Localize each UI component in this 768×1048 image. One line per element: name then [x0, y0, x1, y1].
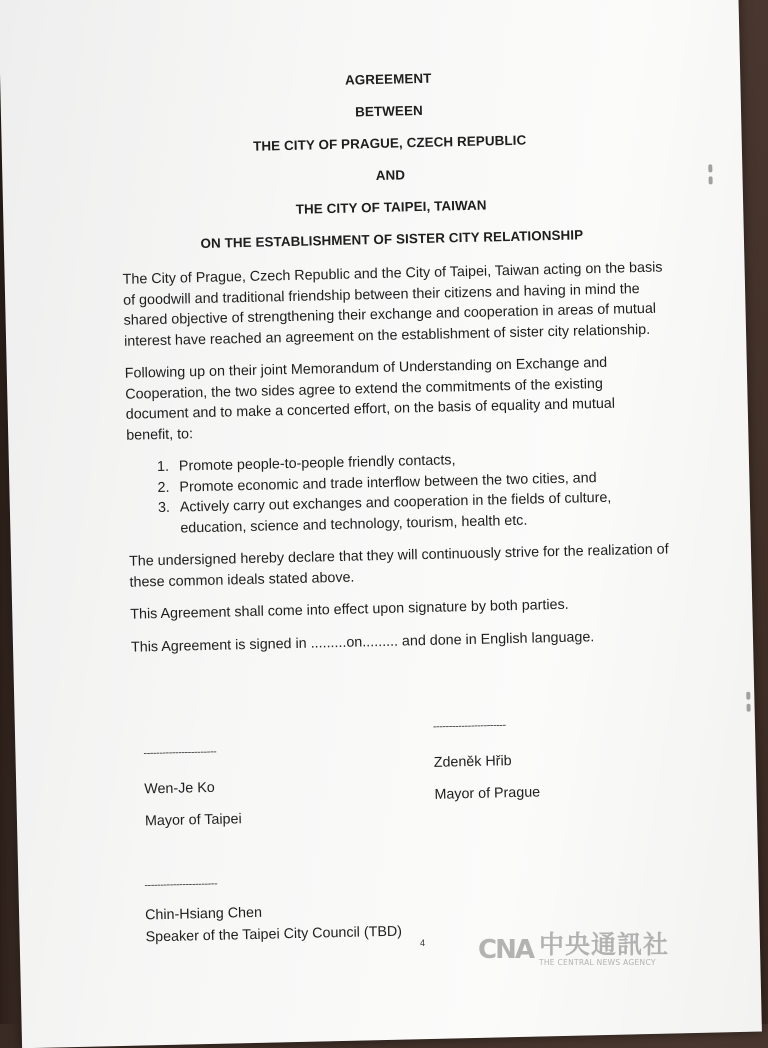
- cna-watermark: [478, 932, 669, 967]
- paragraph-declaration: The undersigned hereby declare that they will continuously strive for the realization of these common ideals stated above.: [128, 541, 669, 591]
- punch-holes-top: [708, 160, 717, 188]
- heading-agreement: AGREEMENT: [344, 70, 432, 88]
- signatory-name: Chin-Hsiang Chen: [144, 904, 263, 924]
- signature-line: -----------------------: [144, 877, 218, 892]
- heading-taipei: THE CITY OF TAIPEI, TAIWAN: [295, 197, 487, 217]
- signatory-name: Zdeněk Hřib: [433, 753, 512, 771]
- heading-prague: THE CITY OF PRAGUE, CZECH REPUBLIC: [252, 132, 527, 154]
- commitment-list: [127, 445, 669, 539]
- signatory-title: Speaker of the Taipei City Council (TBD): [145, 923, 403, 946]
- signatory-title: Mayor of Taipei: [144, 811, 242, 830]
- signatory-name: Wen-Je Ko: [144, 779, 215, 798]
- signature-line: -----------------------: [143, 745, 217, 760]
- list-item: 3. Actively carry out exchanges and cooperation in the fields of culture, education, science and technology, tourism, health etc.: [174, 486, 669, 538]
- signature-line: -----------------------: [432, 719, 506, 733]
- heading-and: AND: [375, 167, 406, 184]
- signature-taipei-mayor: [143, 741, 242, 831]
- heading-sister-city: ON THE ESTABLISHMENT OF SISTER CITY RELATIONSHIP: [200, 227, 584, 252]
- signatory-title: Mayor of Prague: [434, 784, 541, 803]
- cna-logo-icon: CNA: [478, 934, 533, 965]
- heading-between: BETWEEN: [354, 102, 423, 120]
- watermark-chinese: 中央通訊社: [538, 930, 669, 959]
- list-item: 1. Promote people-to-people friendly contacts,: [173, 445, 667, 477]
- signature-prague-mayor: [433, 714, 541, 804]
- paragraph-mou: Following up on their joint Memorandum of Understanding on Exchange and Cooperation, the two sides agree to extend the commitments of the existing document and to make a concerted effort, on the basis of equality and mutual benefit, to:: [124, 354, 616, 444]
- paragraph-preamble: The City of Prague, Czech Republic and the City of Taipei, Taiwan acting on the basis of goodwill and traditional friendship between their citizens and having in mind the shared objective of strengthening their exchange and cooperation in areas of mutual interest have reached an agreement on the establishment of sister city relationship.: [122, 259, 663, 350]
- punch-holes-bottom: [746, 688, 755, 716]
- paragraph-signed: This Agreement is signed in .........on......... and done in English language.: [130, 628, 595, 656]
- page-number: 4: [420, 938, 426, 948]
- list-item: 2. Promote economic and trade interflow between the two cities, and: [173, 466, 667, 498]
- agreement-text: [118, 66, 671, 670]
- signature-council-speaker: [144, 870, 402, 948]
- paragraph-effect: This Agreement shall come into effect upon signature by both parties.: [130, 596, 569, 623]
- watermark-english: THE CENTRAL NEWS AGENCY: [538, 958, 656, 967]
